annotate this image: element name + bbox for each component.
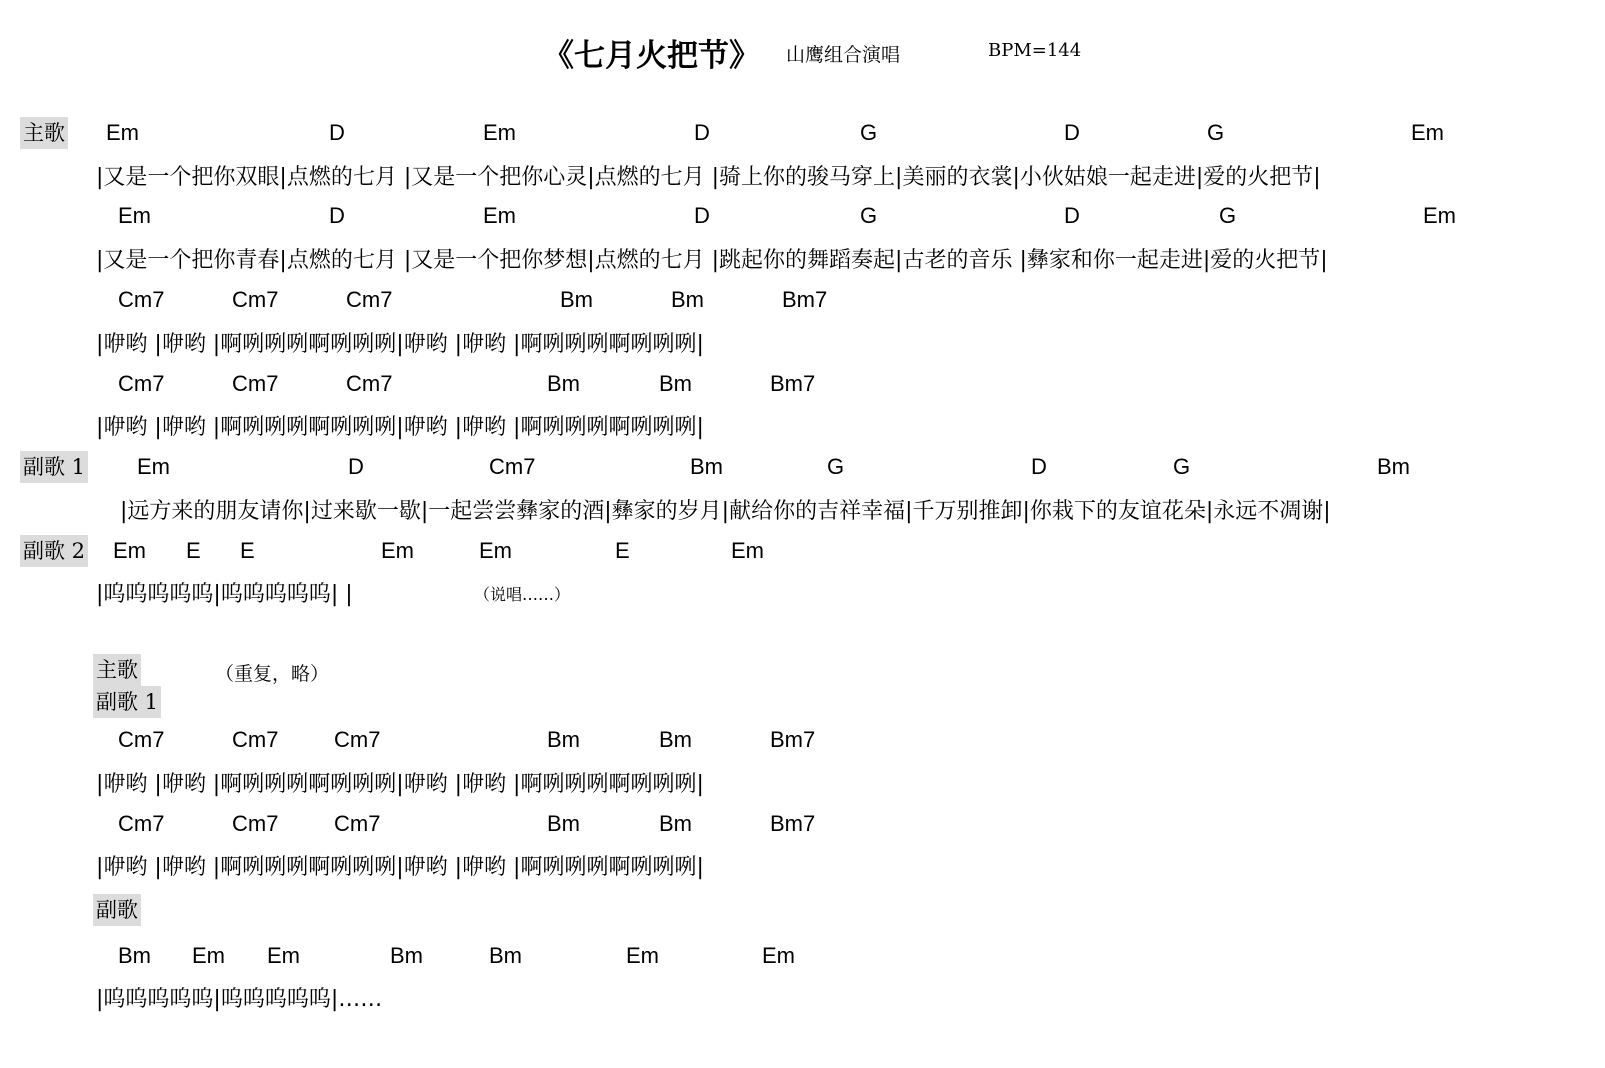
chord: D xyxy=(1031,454,1047,479)
chord: Bm xyxy=(1377,454,1410,479)
section-label-verse-repeat: 主歌 xyxy=(93,654,141,686)
chord: Em xyxy=(762,943,795,968)
chord: Bm xyxy=(659,371,692,396)
chord: Cm7 xyxy=(118,287,165,312)
chord: G xyxy=(860,203,878,228)
chord: Em xyxy=(113,538,146,563)
chord: Bm xyxy=(659,727,692,752)
chord: Cm7 xyxy=(346,371,393,396)
chord: Em xyxy=(192,943,225,968)
chord: Em xyxy=(483,120,516,145)
chord: Cm7 xyxy=(118,811,165,836)
chord: Cm7 xyxy=(232,811,279,836)
chord: Em xyxy=(106,120,139,145)
chord: D xyxy=(694,203,710,228)
song-title: 《七月火把节》 xyxy=(543,38,760,74)
bpm-label: BPM=144 xyxy=(988,40,1082,61)
section-label-chorus1: 副歌 1 xyxy=(20,451,88,483)
singer-credit: 山鹰组合演唱 xyxy=(786,44,901,66)
chord: Bm xyxy=(489,943,522,968)
chord: Bm7 xyxy=(782,287,828,312)
section-label-chorus1-repeat: 副歌 1 xyxy=(93,686,161,718)
lyric-line: |又是一个把你青春|点燃的七月 |又是一个把你梦想|点燃的七月 |跳起你的舞蹈奏起|古老的音乐 |彝家和你一起走进|爱的火把节| xyxy=(96,248,1328,273)
chord: Cm7 xyxy=(118,371,165,396)
lyric-line: |咿哟 |咿哟 |啊咧咧咧啊咧咧咧|咿哟 |咿哟 |啊咧咧咧啊咧咧咧| xyxy=(96,855,704,880)
chord: E xyxy=(240,538,255,563)
chord: E xyxy=(186,538,201,563)
chord: Em xyxy=(381,538,414,563)
chord: Cm7 xyxy=(232,287,279,312)
chord: D xyxy=(329,120,345,145)
chord: Cm7 xyxy=(232,727,279,752)
chord: Bm xyxy=(547,811,580,836)
repeat-note: （重复，略） xyxy=(215,663,330,685)
lyric-line: |呜呜呜呜呜|呜呜呜呜呜|…… xyxy=(96,987,383,1012)
chord: D xyxy=(348,454,364,479)
chord: Cm7 xyxy=(118,727,165,752)
chord: Em xyxy=(479,538,512,563)
chord: Cm7 xyxy=(334,811,381,836)
chord: Cm7 xyxy=(346,287,393,312)
chord: G xyxy=(860,120,878,145)
chord: G xyxy=(827,454,845,479)
chord: E xyxy=(615,538,630,563)
lyric-line: |咿哟 |咿哟 |啊咧咧咧啊咧咧咧|咿哟 |咿哟 |啊咧咧咧啊咧咧咧| xyxy=(96,772,704,797)
chord: Bm xyxy=(547,727,580,752)
chord: Bm7 xyxy=(770,811,816,836)
chord: D xyxy=(1064,203,1080,228)
chord: Em xyxy=(267,943,300,968)
chord: Bm xyxy=(659,811,692,836)
lyric-line: |远方来的朋友请你|过来歇一歇|一起尝尝彝家的酒|彝家的岁月|献给你的吉祥幸福|千万别推卸|你栽下的友谊花朵|永远不凋谢| xyxy=(120,499,1331,524)
chord: Em xyxy=(483,203,516,228)
chord: Bm xyxy=(671,287,704,312)
chord: Bm xyxy=(547,371,580,396)
chord: Bm7 xyxy=(770,727,816,752)
chord: Bm xyxy=(390,943,423,968)
section-label-chorus2: 副歌 2 xyxy=(20,535,88,567)
chord: G xyxy=(1207,120,1225,145)
rap-note: （说唱……） xyxy=(474,585,571,604)
chord: Cm7 xyxy=(232,371,279,396)
chord: Cm7 xyxy=(334,727,381,752)
section-label-verse: 主歌 xyxy=(20,117,68,149)
lyric-line: |呜呜呜呜呜|呜呜呜呜呜| | xyxy=(96,582,353,607)
chord: Em xyxy=(626,943,659,968)
chord: G xyxy=(1219,203,1237,228)
chord: Em xyxy=(1411,120,1444,145)
chord: Em xyxy=(137,454,170,479)
chord: Em xyxy=(731,538,764,563)
section-label-chorus-final: 副歌 xyxy=(93,894,141,926)
lyric-line: |咿哟 |咿哟 |啊咧咧咧啊咧咧咧|咿哟 |咿哟 |啊咧咧咧啊咧咧咧| xyxy=(96,415,704,440)
lyric-line: |又是一个把你双眼|点燃的七月 |又是一个把你心灵|点燃的七月 |骑上你的骏马穿上|美丽的衣裳|小伙姑娘一起走进|爱的火把节| xyxy=(96,165,1321,190)
chord: Em xyxy=(118,203,151,228)
chord: D xyxy=(329,203,345,228)
chord: Cm7 xyxy=(489,454,536,479)
chord: D xyxy=(694,120,710,145)
chord: Bm xyxy=(560,287,593,312)
chord: Bm xyxy=(690,454,723,479)
lyric-line: |咿哟 |咿哟 |啊咧咧咧啊咧咧咧|咿哟 |咿哟 |啊咧咧咧啊咧咧咧| xyxy=(96,332,704,357)
chord: Em xyxy=(1423,203,1456,228)
chord: Bm xyxy=(118,943,151,968)
chord: G xyxy=(1173,454,1191,479)
chord: D xyxy=(1064,120,1080,145)
chord: Bm7 xyxy=(770,371,816,396)
